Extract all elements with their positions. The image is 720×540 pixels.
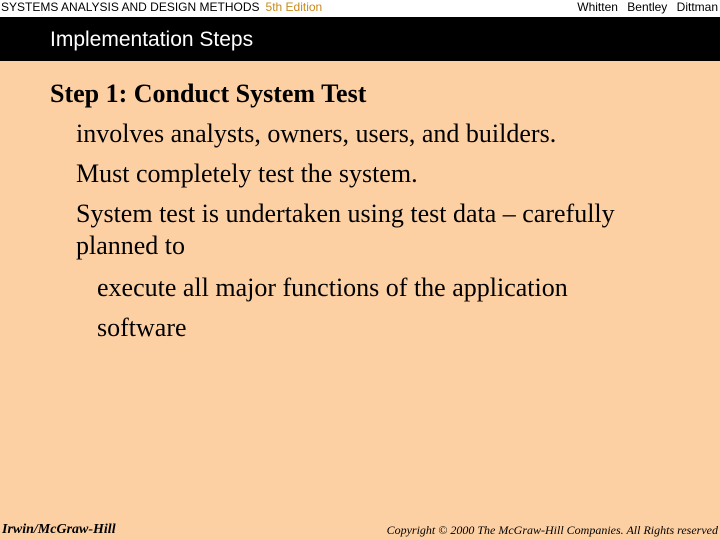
author-name: Bentley <box>627 0 668 14</box>
step-heading: Step 1: Conduct System Test <box>50 79 367 108</box>
edition-label: 5th Edition <box>265 0 323 14</box>
title-bar <box>0 17 720 61</box>
header-bar <box>0 0 720 17</box>
author-name: Dittman <box>676 0 718 14</box>
publisher-label: Irwin/McGraw-Hill <box>2 522 116 537</box>
body-line: System test is undertaken using test data – carefully <box>76 199 615 228</box>
authors <box>571 0 718 14</box>
body-line: involves analysts, owners, users, and builders. <box>76 119 557 148</box>
body-line-indented: software <box>97 313 187 342</box>
slide-title: Implementation Steps <box>50 28 254 51</box>
body-line: planned to <box>76 231 186 260</box>
book-title-group <box>1 0 322 14</box>
body-line: Must completely test the system. <box>76 159 418 188</box>
body-line-indented: execute all major functions of the application <box>97 273 568 302</box>
copyright-notice: Copyright © 2000 The McGraw-Hill Companies. All Rights reserved <box>386 523 718 537</box>
book-title: SYSTEMS ANALYSIS AND DESIGN METHODS <box>1 0 260 14</box>
author-name: Whitten <box>577 0 618 14</box>
